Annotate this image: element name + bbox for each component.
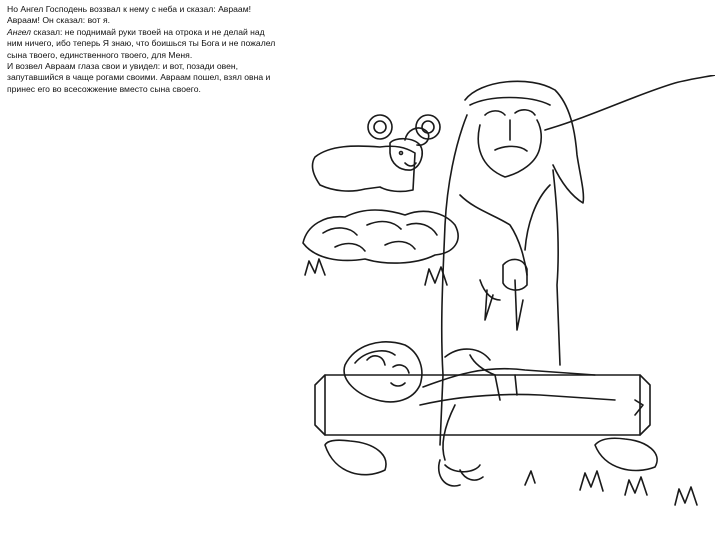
altar: [315, 375, 657, 475]
speaker-label: Ангел: [7, 26, 31, 37]
passage-line-3: [7, 27, 277, 61]
abraham-isaac-ram-icon: [295, 75, 715, 535]
scripture-passage: [7, 4, 277, 95]
passage-line-4: И возвел Авраам глаза свои и увидел: и вот, позади овен, запутавшийся в чаще рогами своими. Авраам пошел, взял овна и принес его во всесожжение вместо сына своего.: [7, 61, 271, 94]
passage-line-1: Но Ангел Господень воззвал к нему с неба и сказал: Авраам!: [7, 4, 252, 14]
passage-line-3-text: сказал: не поднимай руки твоей на отрока и не делай над ним ничего, ибо теперь Я знаю, что боишься ты Бога и не пожалел сына твоего, единственного твоего, для Меня.: [7, 26, 276, 60]
hill-line: [545, 75, 715, 130]
abraham-figure: [440, 81, 583, 445]
ram-figure: [313, 115, 440, 191]
thicket: [303, 210, 458, 285]
coloring-illustration: [295, 75, 715, 535]
grass: [525, 471, 697, 505]
passage-line-2: Авраам! Он сказал: вот я.: [7, 15, 110, 26]
